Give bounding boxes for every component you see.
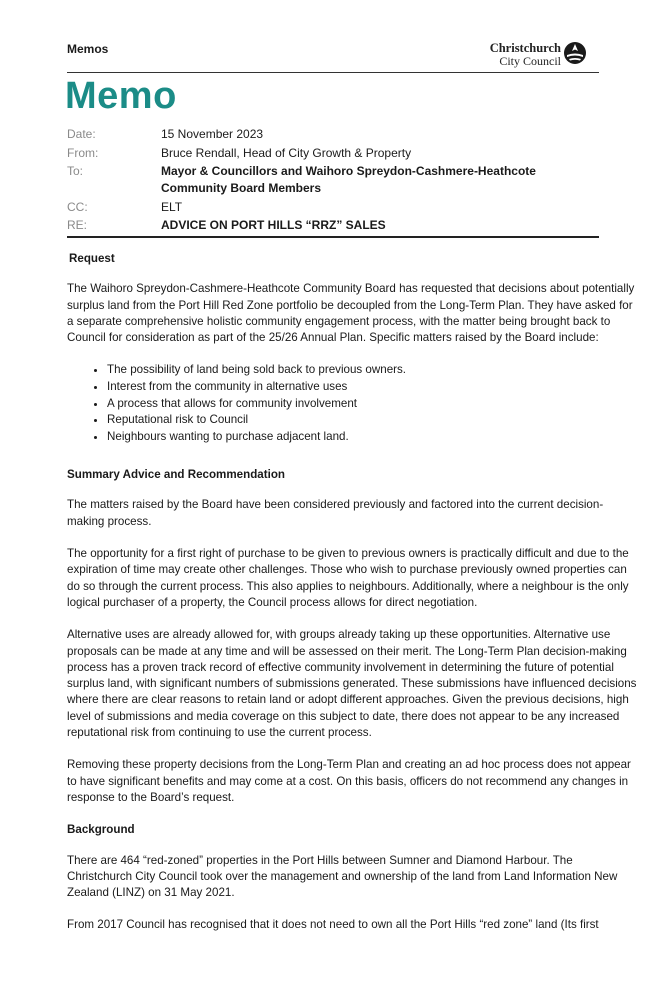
meta-row-re: [67, 217, 599, 234]
request-bullet: • The possibility of land being sold back to previous owners.: [107, 362, 639, 378]
summary-heading: Summary Advice and Recommendation: [67, 468, 285, 482]
council-emblem-icon: [563, 41, 587, 65]
meta-row-from: [67, 145, 599, 162]
logo-line1: Christchurch: [489, 41, 561, 55]
memo-meta-table: [67, 126, 599, 236]
summary-paragraph-1: The matters raised by the Board have been considered previously and factored into the current decision-making process.: [67, 498, 604, 528]
meta-cc-key: CC:: [67, 199, 88, 214]
header-rule: [67, 72, 599, 73]
summary-paragraph-4: Removing these property decisions from the Long-Term Plan and creating an ad hoc process does not appear to have significant benefits and may come at a cost. On this basis, officers do not recommend any changes in response to the Board’s request.: [67, 758, 631, 804]
council-logo: [487, 40, 591, 70]
background-paragraph-1: There are 464 “red-zoned” properties in the Port Hills between Sumner and Diamond Harbour. The Christchurch City Council took over the management and ownership of the land from Land Information New Zealand (LINZ) on 31 May 2021.: [67, 853, 618, 900]
meta-date-value: 15 November 2023: [161, 127, 264, 141]
meta-re-value: ADVICE ON PORT HILLS “RRZ” SALES: [161, 218, 386, 232]
memo-title: Memo: [65, 75, 177, 117]
request-bullet: • Reputational risk to Council: [107, 412, 639, 428]
meta-row-cc: [67, 199, 599, 216]
header-label: Memos: [67, 42, 109, 56]
request-bullet: • Neighbours wanting to purchase adjacent land.: [107, 429, 639, 445]
summary-paragraph-2: The opportunity for a first right of purchase to be given to previous owners is practically difficult and due to the expiration of time may create other challenges. Those who wish to purchase previously owned properties can do so through the current process. This also applies to neighbours. Additionally, where a neighbour is the only logical purchaser of a property, the Council process allows for direct negotiation.: [67, 547, 629, 609]
background-paragraph-2: From 2017 Council has recognised that it does not need to own all the Port Hills “red zone” land (Its first: [67, 918, 599, 932]
request-bullet-list: [67, 362, 639, 445]
meta-row-date: [67, 126, 599, 143]
meta-re-key: RE:: [67, 218, 88, 232]
request-paragraph: The Waihoro Spreydon-Cashmere-Heathcote Community Board has requested that decisions about potentially surplus land from the Port Hill Red Zone portfolio be decoupled from the Long-Term Plan. They have asked for a separate comprehensive holistic community engagement process, with the matter being brought back to Council for consideration as part of the 25/26 Annual Plan. Specific matters raised by the Board include:: [67, 282, 635, 345]
request-bullet: • Interest from the community in alternative uses: [107, 379, 639, 395]
meta-from-key: From:: [67, 145, 99, 160]
meta-to-value: Mayor & Councillors and Waihoro Spreydon-Cashmere-Heathcote Community Board Members: [161, 164, 536, 195]
background-heading: Background: [67, 823, 135, 837]
memo-body: [67, 251, 639, 950]
meta-date-key: Date:: [67, 127, 96, 141]
meta-cc-value: ELT: [161, 199, 183, 214]
meta-from-value: Bruce Rendall, Head of City Growth & Property: [161, 145, 412, 160]
logo-line2: City Council: [499, 54, 561, 68]
meta-row-to: [67, 163, 599, 197]
meta-rule: [67, 236, 599, 238]
summary-paragraph-3: Alternative uses are already allowed for, with groups already taking up these opportunities. Alternative use proposals can be made at any time and will be assessed on their merit. The Long-Term Plan decision-making process has a proven track record of effective community involvement in determining the future of potential surplus land, with significant numbers of submissions generated. These submissions have influenced decisions where there are clear reasons to retain land or adopt different approaches. Given the previous decisions, high level of submissions and media coverage on this subject to date, there does not appear to be any increased reputational risk from continuing to use the current process.: [67, 628, 637, 740]
request-heading: Request: [69, 252, 115, 265]
request-bullet: • A process that allows for community involvement: [107, 396, 639, 412]
meta-to-key: To:: [67, 164, 84, 178]
